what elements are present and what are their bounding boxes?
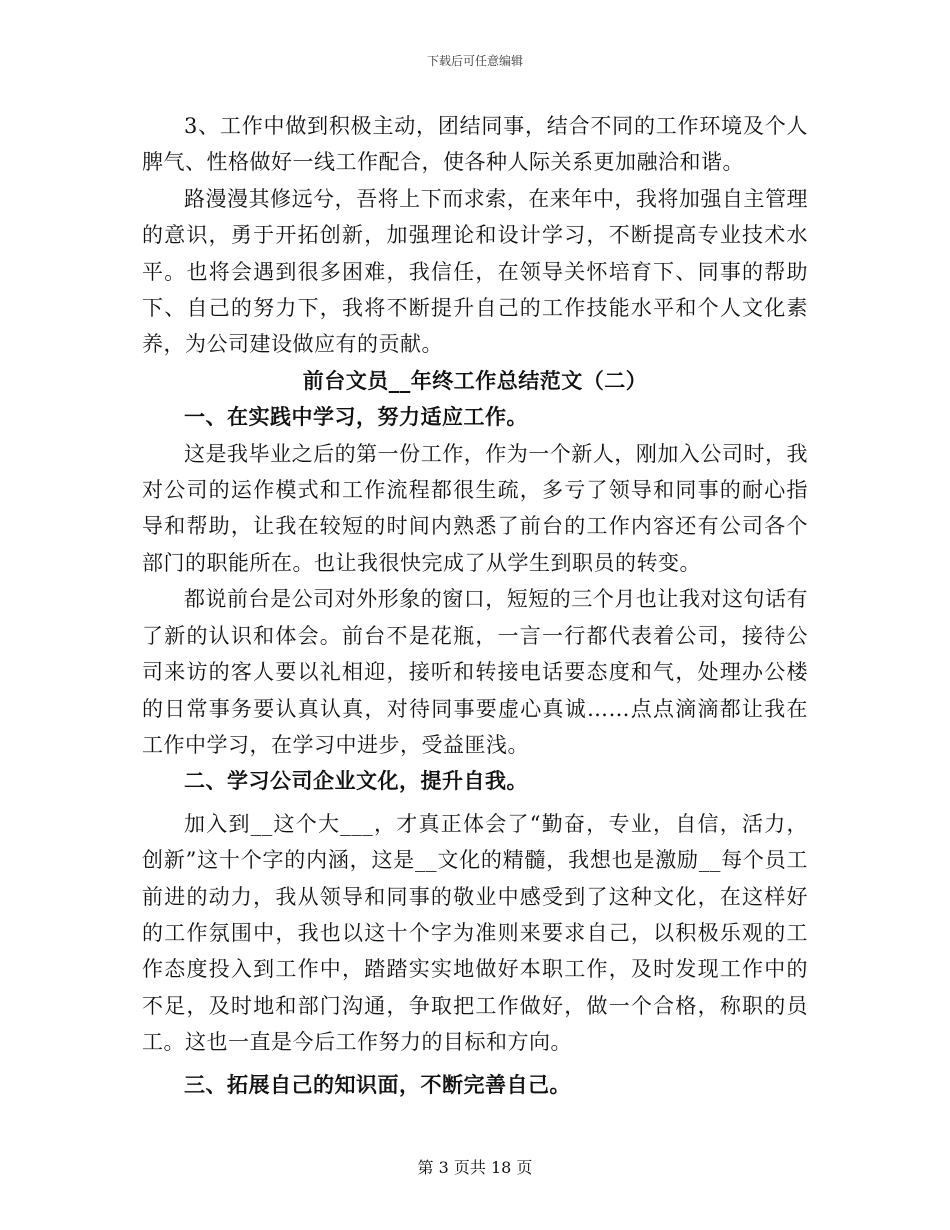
paragraph-closing: 路漫漫其修远兮，吾将上下而求索，在来年中，我将加强自主管理的意识，勇于开拓创新，加强理论和设计学习，不断提高专业技术水平。也将会遇到很多困难，我信任，在领导关怀培育下、同事的帮助下、自己的努力下，我将不断提升自己的工作技能水平和个人文化素养，为公司建设做应有的贡献。 (142, 186, 808, 357)
page-number: 第 3 页共 18 页 (417, 1158, 533, 1177)
heading-one: 一、在实践中学习，努力适应工作。 (184, 404, 528, 430)
heading-three: 三、拓展自己的知识面，不断完善自己。 (184, 1071, 571, 1097)
header-note: 下载后可任意编辑 (426, 54, 523, 68)
paragraph-item-3: 3、工作中做到积极主动，团结同事，结合不同的工作环境及个人脾气、性格做好一线工作配合，使各种人际关系更加融洽和谐。 (142, 114, 808, 175)
paragraph-culture: 加入到__这个大___，才真正体会了“勤奋，专业，自信，活力，创新”这十个字的内涵，这是__文化的精髓，我想也是激励__每个员工前进的动力，我从领导和同事的敬业中感受到了这种文化，在这样好的工作氛围中，我也以这十个字为准则来要求自己，以积极乐观的工作态度投入到工作中，踏踏实实地做好本职工作，及时发现工作中的不足，及时地和部门沟通，争取把工作做好，做一个合格，称职的员工。这也一直是今后工作努力的目标和方向。 (142, 811, 808, 1055)
document-body (142, 108, 808, 1103)
section-title: 前台文员__年终工作总结范文（二） (302, 367, 648, 393)
paragraph-front-desk: 都说前台是公司对外形象的窗口，短短的三个月也让我对这句话有了新的认识和体会。前台不是花瓶，一言一行都代表着公司，接待公司来访的客人要以礼相迎，接听和转接电话要态度和气，处理办公楼的日常事务要认真认真，对待同事要虚心真诚……点点滴滴都让我在工作中学习，在学习中进步，受益匪浅。 (142, 587, 808, 757)
heading-two: 二、学习公司企业文化，提升自我。 (184, 768, 528, 794)
paragraph-first-job: 这是我毕业之后的第一份工作，作为一个新人，刚加入公司时，我对公司的运作模式和工作流程都很生疏，多亏了领导和同事的耐心指导和帮助，让我在较短的时间内熟悉了前台的工作内容还有公司各个部门的职能所在。也让我很快完成了从学生到职员的转变。 (142, 441, 808, 575)
